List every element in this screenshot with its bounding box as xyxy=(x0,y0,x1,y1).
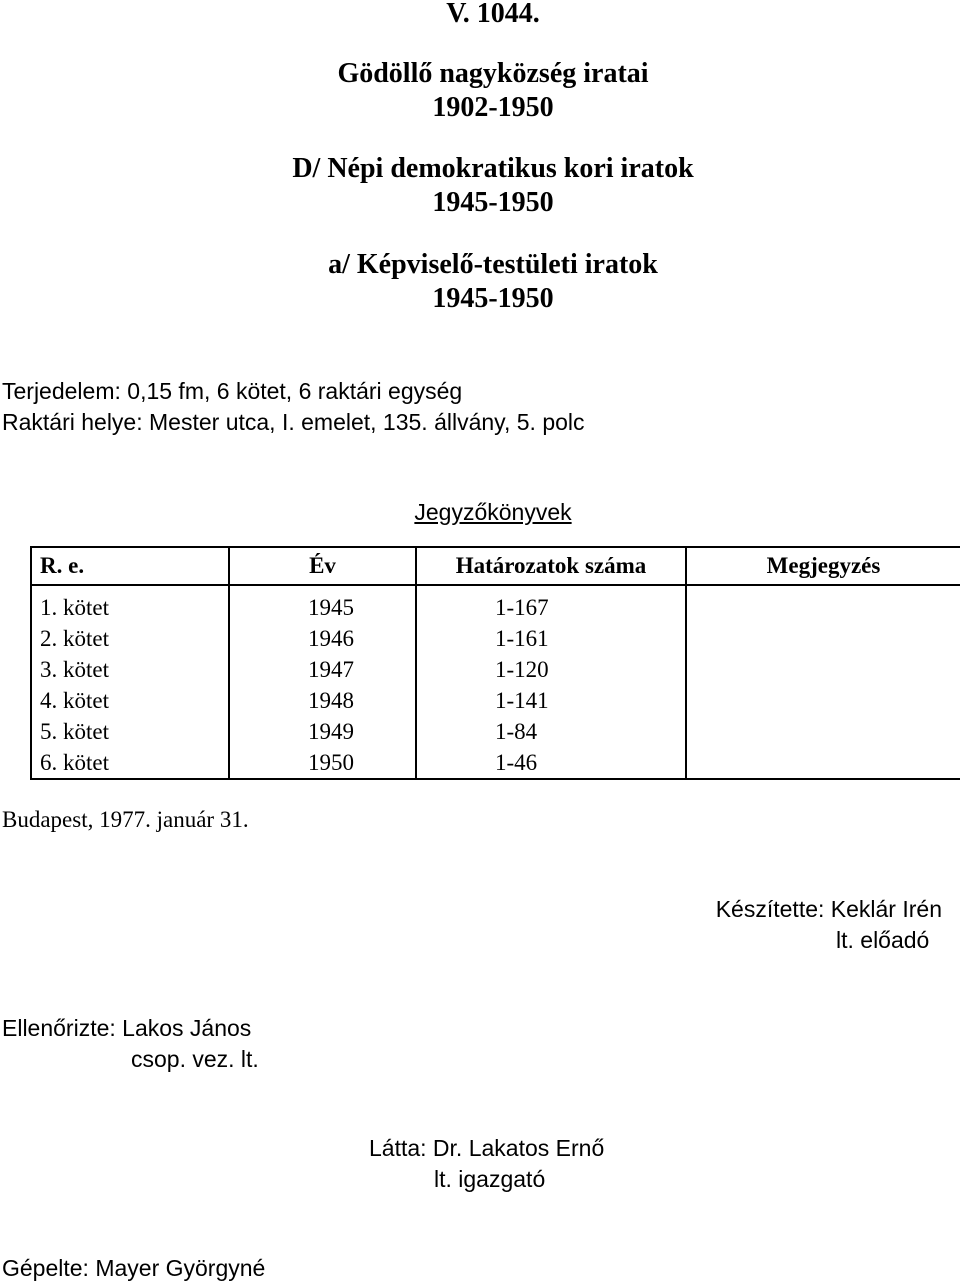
series-title: a/ Képviselő-testületi iratok xyxy=(328,249,658,280)
table-row xyxy=(31,716,960,747)
cell-resolutions: 1-120 xyxy=(416,654,686,685)
fonds-title: Gödöllő nagyközség iratai xyxy=(337,58,649,89)
cell-resolutions: 1-167 xyxy=(416,585,686,623)
cell-volume: 3. kötet xyxy=(31,654,229,685)
cell-year: 1949 xyxy=(229,716,416,747)
header-cell-year: Év xyxy=(229,547,416,585)
cell-resolutions: 1-84 xyxy=(416,716,686,747)
cell-notes xyxy=(686,585,960,623)
cell-volume: 4. kötet xyxy=(31,685,229,716)
cell-year: 1946 xyxy=(229,623,416,654)
cell-notes xyxy=(686,747,960,779)
prepared-by: Készítette: Keklár Irén xyxy=(715,896,942,922)
cell-year: 1947 xyxy=(229,654,416,685)
cell-year: 1950 xyxy=(229,747,416,779)
cell-notes xyxy=(686,623,960,654)
series-dates: 1945-1950 xyxy=(432,283,554,314)
header-cell-resolutions: Határozatok száma xyxy=(416,547,686,585)
typed-by: Gépelte: Mayer Györgyné xyxy=(2,1255,266,1281)
header-cell-ref: R. e. xyxy=(31,547,229,585)
cell-notes xyxy=(686,685,960,716)
header-cell-notes: Megjegyzés xyxy=(686,547,960,585)
table-header-row xyxy=(31,547,960,585)
table-row xyxy=(31,585,960,623)
cell-notes xyxy=(686,716,960,747)
cell-resolutions: 1-46 xyxy=(416,747,686,779)
fonds-dates: 1902-1950 xyxy=(432,92,554,123)
register-table xyxy=(30,546,960,780)
table-row xyxy=(31,623,960,654)
cell-resolutions: 1-161 xyxy=(416,623,686,654)
table-row xyxy=(31,654,960,685)
cell-year: 1948 xyxy=(229,685,416,716)
cell-resolutions: 1-141 xyxy=(416,685,686,716)
cell-notes xyxy=(686,654,960,685)
prepared-by-title: lt. előadó xyxy=(836,927,930,953)
cell-year: 1945 xyxy=(229,585,416,623)
subfonds-dates: 1945-1950 xyxy=(432,187,554,218)
cell-volume: 5. kötet xyxy=(31,716,229,747)
cell-volume: 2. kötet xyxy=(31,623,229,654)
reference-number: V. 1044. xyxy=(446,0,540,29)
cell-volume: 6. kötet xyxy=(31,747,229,779)
checked-by: Ellenőrizte: Lakos János xyxy=(2,1015,252,1041)
seen-by: Látta: Dr. Lakatos Ernő xyxy=(369,1135,605,1161)
table-row xyxy=(31,685,960,716)
checked-by-title: csop. vez. lt. xyxy=(131,1046,259,1072)
cell-volume: 1. kötet xyxy=(31,585,229,623)
place-date: Budapest, 1977. január 31. xyxy=(2,807,249,832)
seen-by-title: lt. igazgató xyxy=(434,1166,546,1192)
table-row xyxy=(31,747,960,779)
table-caption: Jegyzőkönyvek xyxy=(414,499,572,525)
extent-line: Terjedelem: 0,15 fm, 6 kötet, 6 raktári egység xyxy=(2,378,463,404)
location-line: Raktári helye: Mester utca, I. emelet, 135. állvány, 5. polc xyxy=(2,409,585,435)
subfonds-title: D/ Népi demokratikus kori iratok xyxy=(292,153,694,184)
